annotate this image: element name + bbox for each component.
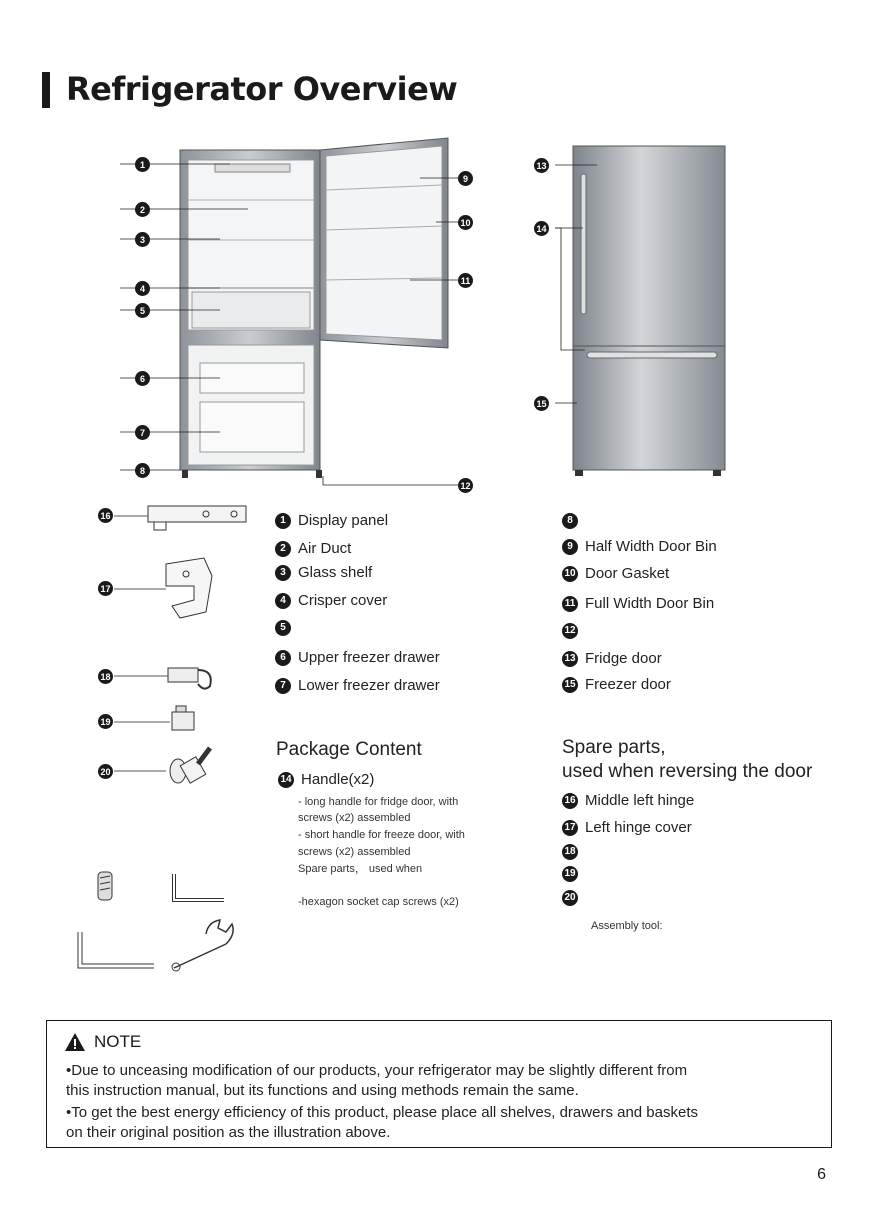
callout-13: 13 (534, 158, 549, 173)
callout-8: 8 (135, 463, 150, 478)
legend-label: Upper freezer drawer (298, 649, 440, 666)
callout-12: 12 (458, 478, 473, 493)
package-line-1: - long handle for fridge door, with (298, 796, 459, 808)
legend-label: Door Gasket (585, 565, 670, 582)
legend-label: Fridge door (585, 650, 662, 667)
legend-num: 1 (275, 513, 291, 529)
legend-num: 11 (562, 596, 578, 612)
callout-19: 19 (98, 714, 113, 729)
spare-item-18 (562, 844, 585, 860)
note-bullet-2-line-1: •To get the best energy efficiency of this product, please place all shelves, drawers and baskets (66, 1104, 698, 1121)
package-line-7: -hexagon socket cap screws (x2) (298, 896, 459, 908)
assembly-tools-illustration (66, 860, 266, 980)
large-allen-key (80, 932, 154, 966)
closed-fridge-illustration (555, 140, 735, 480)
legend-item-4 (275, 592, 387, 609)
freezer-door-shape (573, 346, 725, 470)
legend-item-13 (562, 650, 662, 667)
part-19-illustration (114, 704, 214, 736)
spare-parts-title-2: used when reversing the door (562, 761, 813, 782)
legend-num: 10 (562, 566, 578, 582)
legend-num: 16 (562, 793, 578, 809)
legend-num: 6 (275, 650, 291, 666)
fridge-handle (581, 174, 586, 314)
legend-label: Crisper cover (298, 592, 388, 609)
page-title: Refrigerator Overview (66, 70, 458, 108)
spare-item-19 (562, 866, 585, 882)
legend-num: 15 (562, 677, 578, 693)
note-heading: NOTE (94, 1032, 142, 1051)
callout-20: 20 (98, 764, 113, 779)
open-fridge-illustration (120, 130, 490, 500)
display-panel-shape (215, 164, 290, 172)
assembly-tool-label: Assembly tool: (591, 920, 663, 932)
legend-num: 5 (275, 620, 291, 636)
callout-3: 3 (135, 232, 150, 247)
package-line-3: - short handle for freeze door, with (298, 829, 465, 841)
legend-label: Half Width Door Bin (585, 538, 717, 555)
package-content-title: Package Content (276, 739, 422, 760)
legend-item-1 (275, 512, 388, 529)
legend-item-15 (562, 676, 671, 693)
door-inner (326, 146, 442, 340)
callout-4: 4 (135, 281, 150, 296)
hinge-18-illustration (114, 656, 224, 696)
package-line-5: Spare parts， used when (298, 863, 423, 875)
legend-label: Left hinge cover (585, 819, 692, 836)
callout-6: 6 (135, 371, 150, 386)
callout-5: 5 (135, 303, 150, 318)
page-number: 6 (817, 1166, 826, 1183)
lower-freezer-drawer-shape (200, 402, 304, 452)
note-bullet-2-line-2: on their original position as the illustration above. (66, 1124, 391, 1141)
callout-16: 16 (98, 508, 113, 523)
note-bullet-1-line-1: •Due to unceasing modification of our products, your refrigerator may be slightly different from (66, 1062, 688, 1079)
note-bullet-1-line-2: this instruction manual, but its functions and using methods remain the same. (66, 1082, 579, 1099)
legend-item-10 (562, 565, 669, 582)
wrench (174, 920, 233, 968)
legend-item-8 (562, 513, 585, 529)
spare-item-17 (562, 819, 692, 836)
spare-item-20 (562, 890, 585, 906)
legend-num: 20 (562, 890, 578, 906)
legend-num: 4 (275, 593, 291, 609)
screw-20-illustration (114, 744, 224, 794)
fridge-door-shape (573, 146, 725, 346)
legend-label: Full Width Door Bin (585, 595, 715, 612)
legend-item-6 (275, 649, 440, 666)
spare-parts-title-1: Spare parts, (562, 737, 666, 758)
callout-2: 2 (135, 202, 150, 217)
callout-14: 14 (534, 221, 549, 236)
foot-left (182, 470, 188, 478)
legend-item-12 (562, 623, 585, 639)
package-line-4: screws (x2) assembled (298, 846, 411, 858)
callout-1: 1 (135, 157, 150, 172)
legend-item-2 (275, 540, 351, 557)
legend-num: 2 (275, 541, 291, 557)
callout-18: 18 (98, 669, 113, 684)
legend-num: 3 (275, 565, 291, 581)
legend-label: Display panel (298, 512, 389, 529)
legend-item-3 (275, 564, 372, 581)
legend-num: 19 (562, 866, 578, 882)
left-hinge-cover-illustration (114, 556, 224, 626)
legend-num: 9 (562, 539, 578, 555)
legend-num: 18 (562, 844, 578, 860)
package-line-2: screws (x2) assembled (298, 812, 411, 824)
legend-label: Air Duct (298, 540, 352, 557)
callout-17: 17 (98, 581, 113, 596)
legend-item-7 (275, 677, 440, 694)
spare-item-16 (562, 792, 694, 809)
middle-left-hinge-illustration (114, 500, 254, 532)
legend-num: 14 (278, 772, 294, 788)
legend-label: Freezer door (585, 676, 671, 693)
small-allen-key (174, 874, 224, 900)
legend-label: Handle(x2) (301, 771, 375, 788)
legend-item-9 (562, 538, 717, 555)
legend-num: 12 (562, 623, 578, 639)
legend-label: Lower freezer drawer (298, 677, 440, 694)
legend-num: 7 (275, 678, 291, 694)
legend-label: Middle left hinge (585, 792, 695, 809)
warning-icon (64, 1032, 86, 1052)
handle-item (278, 771, 374, 788)
callout-10: 10 (458, 215, 473, 230)
legend-label: Glass shelf (298, 564, 373, 581)
title-bar (42, 72, 50, 108)
legend-num: 13 (562, 651, 578, 667)
note-header (64, 1032, 141, 1052)
legend-item-5 (275, 620, 298, 636)
legend-item-11 (562, 595, 714, 612)
callout-11: 11 (458, 273, 473, 288)
callout-7: 7 (135, 425, 150, 440)
foot-right (316, 470, 322, 478)
legend-num: 8 (562, 513, 578, 529)
callout-9: 9 (458, 171, 473, 186)
legend-num: 17 (562, 820, 578, 836)
freezer-handle (587, 352, 717, 358)
callout-15: 15 (534, 396, 549, 411)
